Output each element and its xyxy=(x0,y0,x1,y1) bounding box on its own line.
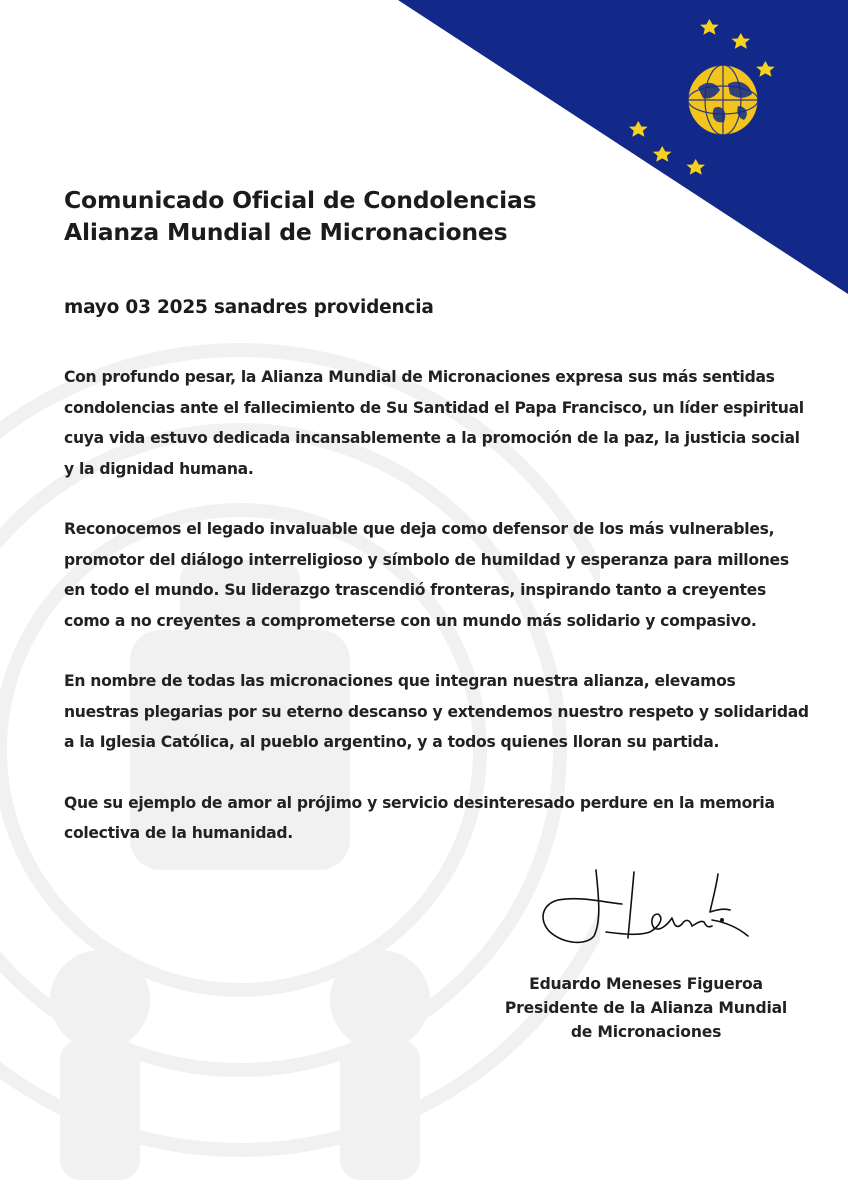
paragraph-line: como a no creyentes a comprometerse con un mundo más solidario y compasivo. xyxy=(64,611,757,630)
paragraph-2 xyxy=(64,514,792,636)
date-line: mayo 03 2025 sanadres providencia xyxy=(64,297,434,318)
signer-name: Eduardo Meneses Figueroa xyxy=(529,975,763,993)
handwritten-signature-icon xyxy=(536,862,764,954)
paragraph-line: y la dignidad humana. xyxy=(64,459,254,478)
paragraph-line: Con profundo pesar, la Alianza Mundial de Micronaciones expresa sus más sentidas xyxy=(64,368,775,386)
paragraph-line: Que su ejemplo de amor al prójimo y servicio desinteresado perdure en la memoria xyxy=(64,793,775,812)
letter-title xyxy=(64,184,684,248)
paragraph-line: nuestras plegarias por su eterno descanso y extendemos nuestro respeto y solidaridad xyxy=(64,702,809,721)
alliance-emblem-corner xyxy=(398,0,848,300)
title-line-1: Comunicado Oficial de Condolencias xyxy=(64,186,537,214)
paragraph-3 xyxy=(64,666,809,758)
paragraph-line: promotor del diálogo interreligioso y símbolo de humildad y esperanza para millones xyxy=(64,550,789,569)
paragraph-line: condolencias ante el fallecimiento de Su Santidad el Papa Francisco, un líder espiritual xyxy=(64,398,804,417)
paragraph-1 xyxy=(64,362,804,484)
paragraph-line: en todo el mundo. Su liderazgo trascendió fronteras, inspirando tanto a creyentes xyxy=(64,581,766,599)
signer-block xyxy=(498,972,794,1044)
title-line-2: Alianza Mundial de Micronaciones xyxy=(64,218,508,246)
paragraph-line: a la Iglesia Católica, al pueblo argentino, y a todos quienes lloran su partida. xyxy=(64,733,720,751)
paragraph-line: Reconocemos el legado invaluable que deja como defensor de los más vulnerables, xyxy=(64,520,775,538)
paragraph-line: colectiva de la humanidad. xyxy=(64,824,293,842)
letter-body xyxy=(64,362,809,879)
paragraph-line: cuya vida estuvo dedicada incansablemente a la promoción de la paz, la justicia social xyxy=(64,429,800,447)
signer-role-line: de Micronaciones xyxy=(570,1023,722,1041)
signer-role-line: Presidente de la Alianza Mundial xyxy=(504,999,788,1017)
paragraph-line: En nombre de todas las micronaciones que integran nuestra alianza, elevamos xyxy=(64,672,736,690)
paragraph-4 xyxy=(64,788,792,849)
